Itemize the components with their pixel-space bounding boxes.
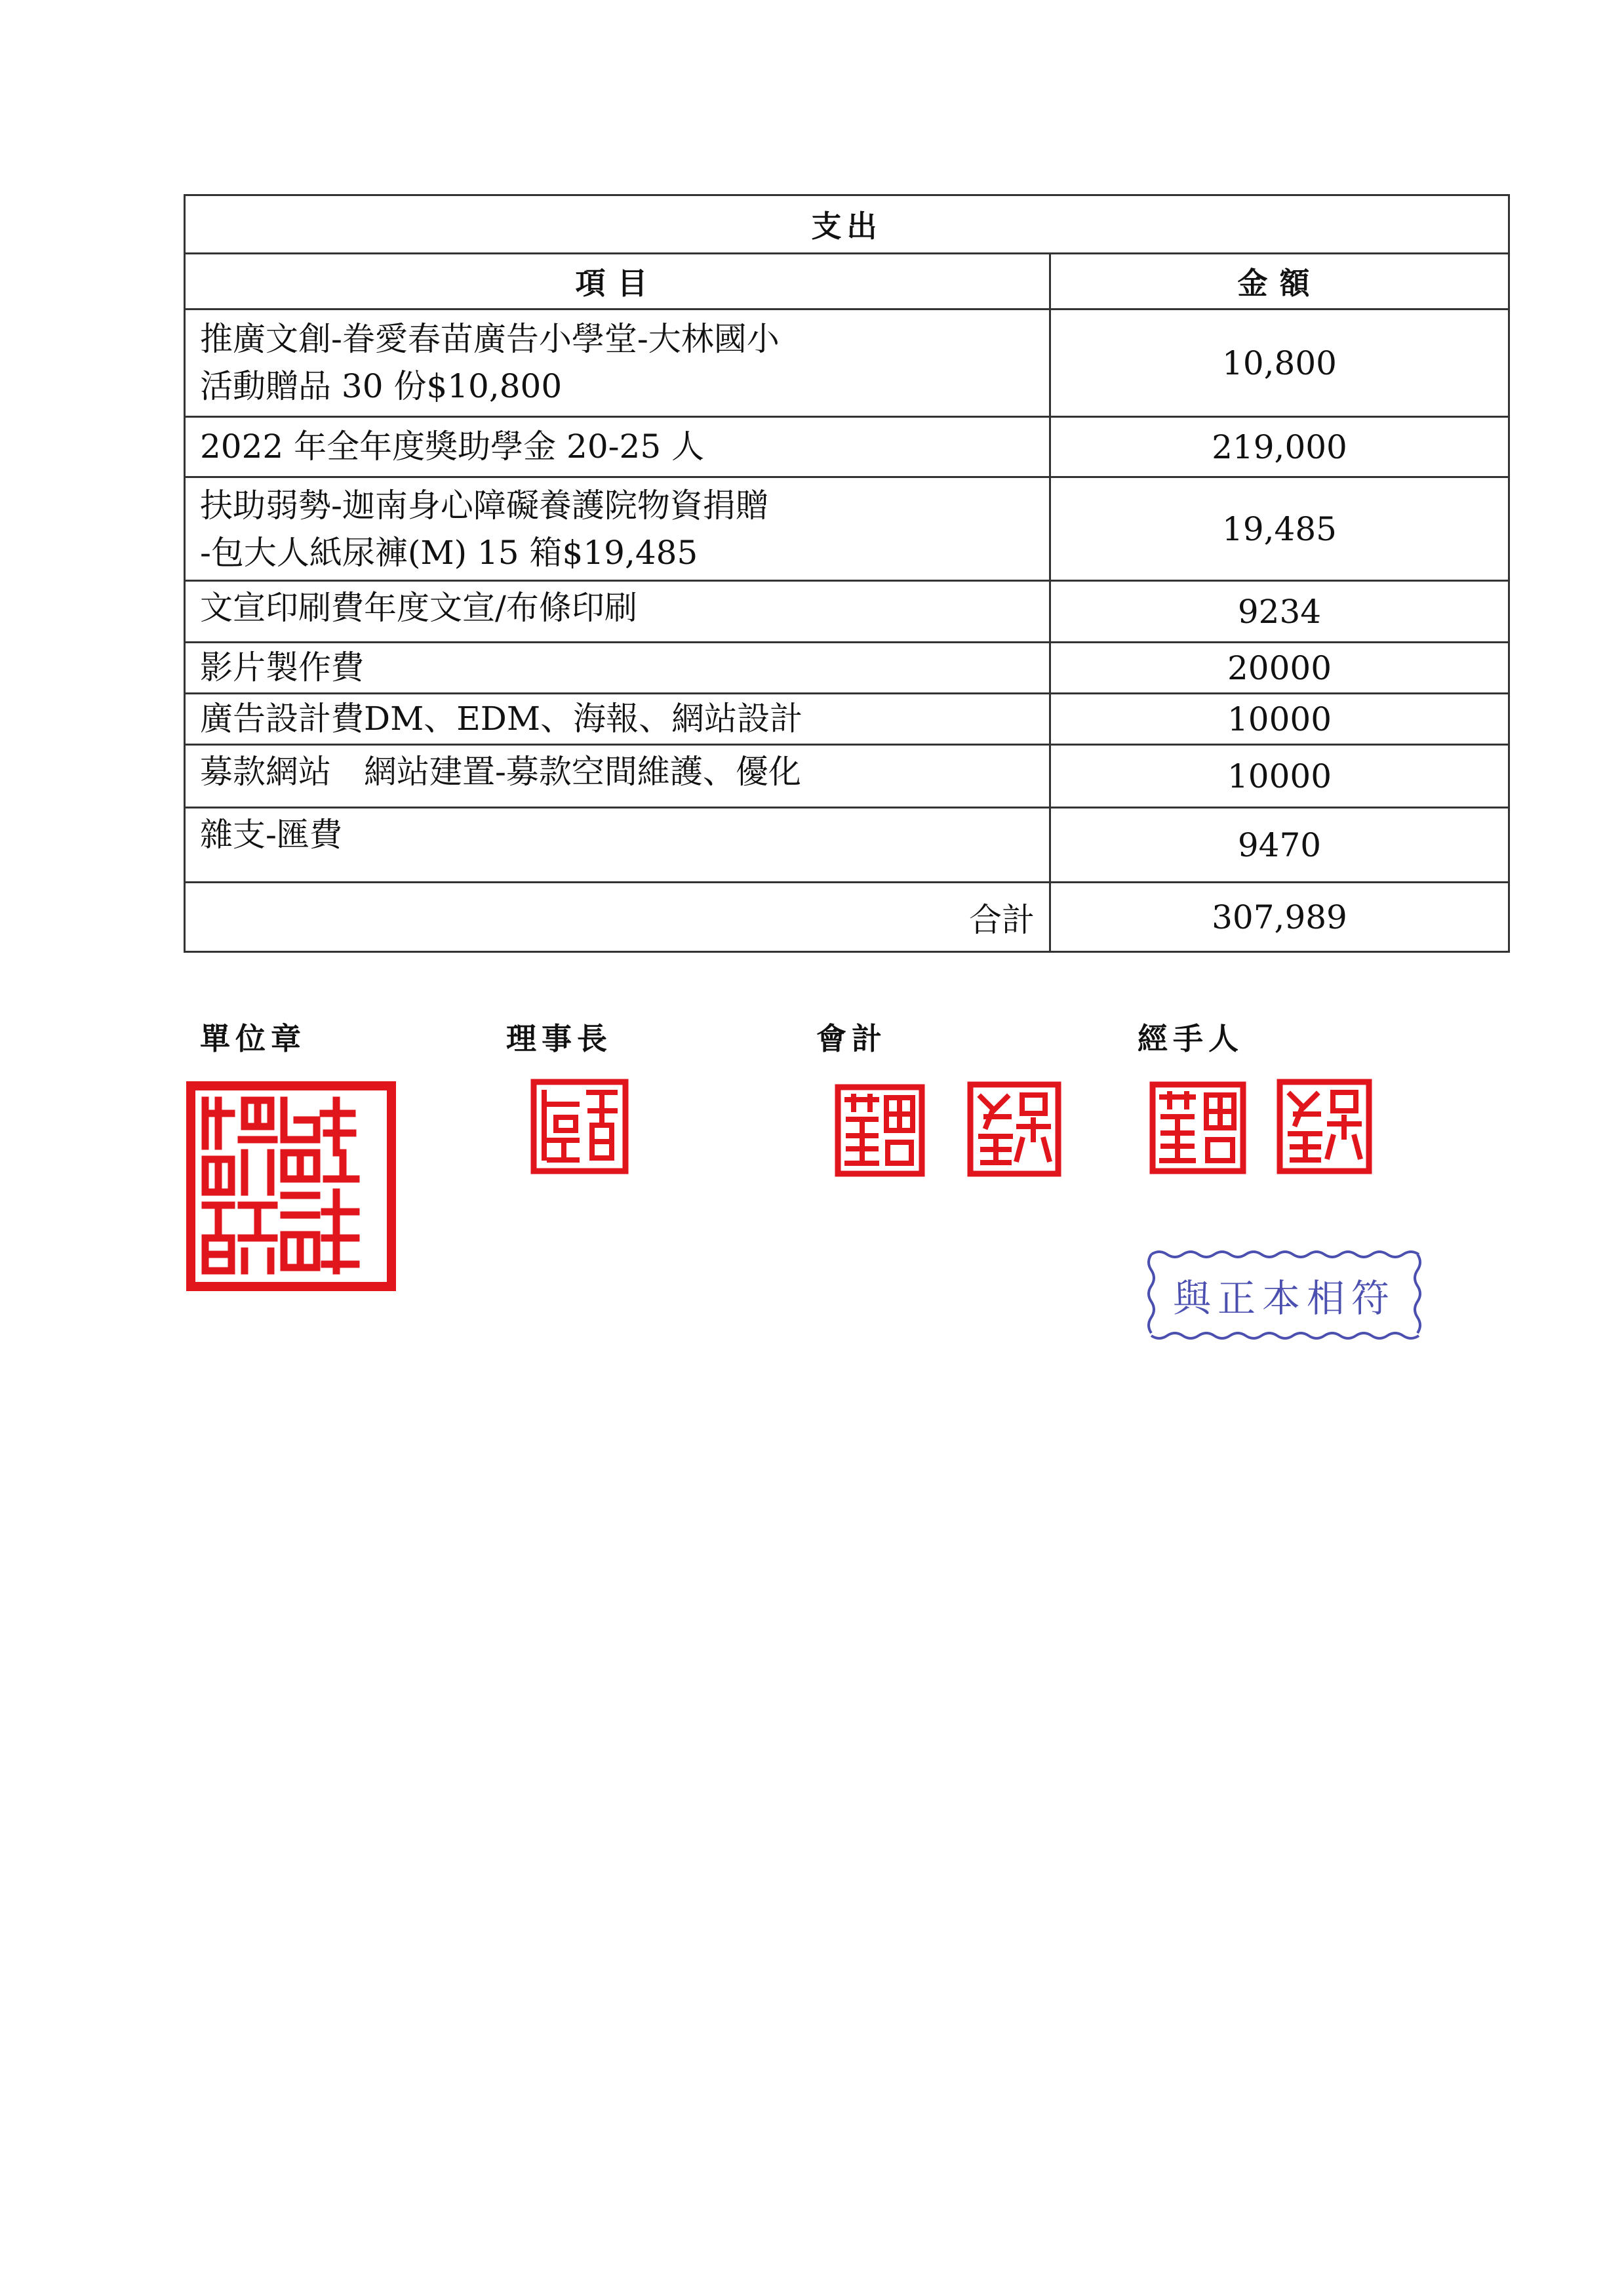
amount-cell: 9234 — [1050, 581, 1509, 643]
amount-cell: 10000 — [1050, 745, 1509, 808]
item-cell — [185, 745, 1050, 808]
table-row — [185, 745, 1509, 808]
table-row — [185, 477, 1509, 581]
amount-cell: 10,800 — [1050, 309, 1509, 417]
amount-cell: 219,000 — [1050, 417, 1509, 477]
item-cell — [185, 477, 1050, 581]
certified-copy-text: 與正本相符 — [1172, 1276, 1396, 1321]
accountant-seal-image-2 — [966, 1081, 1062, 1178]
item-line: 募款網站 網站建置-募款空間維護、優化 — [200, 753, 801, 791]
item-cell — [185, 417, 1050, 477]
certified-copy-stamp — [1146, 1249, 1423, 1341]
expense-table — [184, 194, 1510, 953]
amount-cell: 10000 — [1050, 694, 1509, 745]
item-cell — [185, 643, 1050, 694]
chairman-label: 理事長 — [506, 1021, 612, 1056]
unit-seal-image — [186, 1081, 397, 1292]
table-title: 支出 — [185, 195, 1509, 254]
item-line: 2022 年全年度獎助學金 20-25 人 — [200, 428, 705, 466]
item-cell — [185, 581, 1050, 643]
accountant-seal-image-1 — [834, 1083, 926, 1178]
item-line: 推廣文創-眷愛春苗廣告小學堂-大林國小 — [200, 320, 780, 358]
table-row — [185, 808, 1509, 883]
item-cell — [185, 309, 1050, 417]
item-line: 影片製作費 — [200, 649, 364, 687]
total-row — [185, 883, 1509, 952]
handler-seal-image-2 — [1276, 1078, 1373, 1175]
amount-cell: 19,485 — [1050, 477, 1509, 581]
table-row — [185, 309, 1509, 417]
total-label: 合計 — [185, 883, 1050, 952]
item-cell — [185, 694, 1050, 745]
amount-cell: 20000 — [1050, 643, 1509, 694]
handler-seal-image-1 — [1149, 1081, 1247, 1175]
item-line: 文宣印刷費年度文宣/布條印刷 — [200, 589, 637, 627]
amount-cell: 9470 — [1050, 808, 1509, 883]
table-row — [185, 643, 1509, 694]
table-row — [185, 417, 1509, 477]
unit-seal-label: 單位章 — [200, 1021, 306, 1056]
item-line: 活動贈品 30 份$10,800 — [200, 367, 563, 405]
header-item: 項目 — [185, 254, 1050, 309]
table-row — [185, 581, 1509, 643]
header-amount: 金額 — [1050, 254, 1509, 309]
handler-label: 經手人 — [1138, 1021, 1244, 1056]
item-line: 扶助弱勢-迦南身心障礙養護院物資捐贈 — [200, 487, 768, 525]
chairman-seal-image — [530, 1078, 629, 1175]
table-row — [185, 694, 1509, 745]
item-line: -包大人紙尿褲(M) 15 箱$19,485 — [200, 534, 698, 572]
item-line: 廣告設計費DM、EDM、海報、網站設計 — [200, 700, 803, 738]
total-amount: 307,989 — [1050, 883, 1509, 952]
item-cell — [185, 808, 1050, 883]
item-line: 雜支-匯費 — [200, 816, 342, 854]
accountant-label: 會計 — [816, 1021, 887, 1056]
